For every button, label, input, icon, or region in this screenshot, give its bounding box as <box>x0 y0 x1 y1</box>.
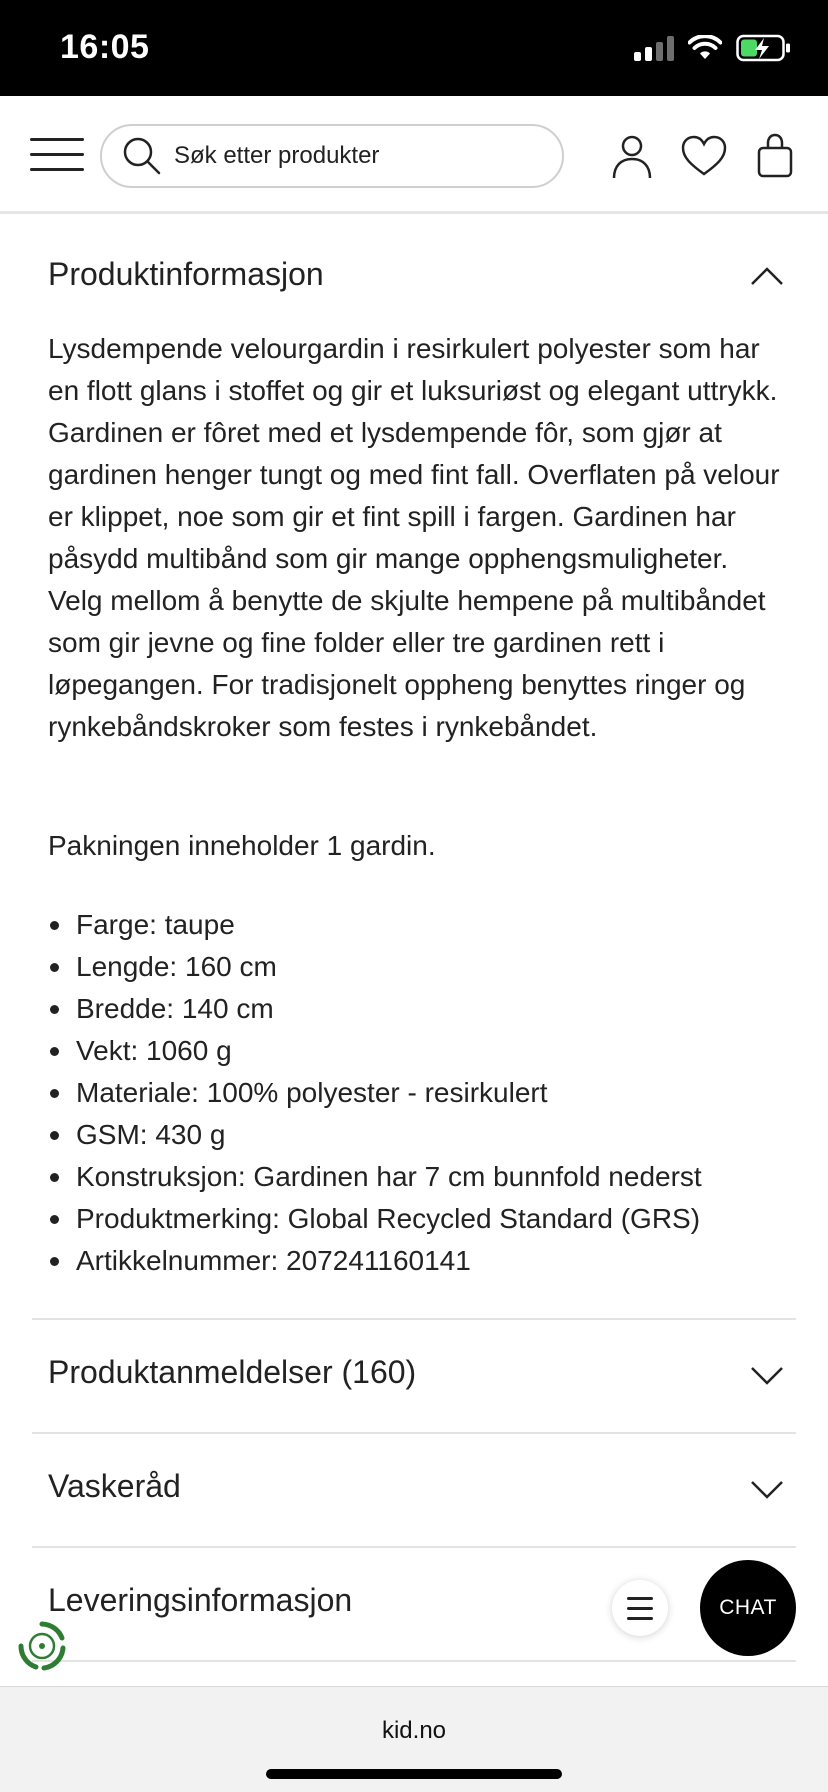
accordion-reviews[interactable]: Produktanmeldelser (160) <box>48 1354 417 1390</box>
site-header <box>0 96 828 214</box>
status-icons <box>634 34 792 62</box>
battery-charging-icon <box>736 34 792 62</box>
spec-item: GSM: 430 g <box>48 1114 702 1156</box>
cellular-signal-icon <box>634 35 674 61</box>
package-contents: Pakningen inneholder 1 gardin. <box>48 830 436 861</box>
chevron-up-icon[interactable] <box>750 266 784 286</box>
spec-item: Vekt: 1060 g <box>48 1030 702 1072</box>
heart-wishlist-icon[interactable] <box>680 132 728 180</box>
chevron-down-icon[interactable] <box>750 1366 784 1386</box>
divider <box>32 1660 796 1662</box>
spec-item: Bredde: 140 cm <box>48 988 702 1030</box>
spec-item: Farge: taupe <box>48 904 702 946</box>
floating-menu-button[interactable] <box>612 1580 668 1636</box>
chevron-down-icon[interactable] <box>750 1480 784 1500</box>
divider <box>32 1318 796 1320</box>
hamburger-menu-icon[interactable] <box>30 138 84 172</box>
home-indicator <box>266 1769 562 1779</box>
user-account-icon[interactable] <box>608 132 656 180</box>
shopping-bag-icon[interactable] <box>752 132 800 180</box>
spec-item: Materiale: 100% polyester - resirkulert <box>48 1072 702 1114</box>
status-time: 16:05 <box>60 28 150 66</box>
spec-item: Konstruksjon: Gardinen har 7 cm bunnfold nederst <box>48 1156 702 1198</box>
divider <box>32 1546 796 1548</box>
search-icon <box>122 136 162 176</box>
browser-address-bar <box>0 1686 828 1792</box>
spec-list <box>48 904 702 1282</box>
product-info-heading[interactable]: Produktinformasjon <box>48 256 324 292</box>
spec-item: Produktmerking: Global Recycled Standard (GRS) <box>48 1198 702 1240</box>
product-description: Lysdempende velourgardin i resirkulert polyester som har en flott glans i stoffet og gir et luksuriøst og elegant uttrykk. Gardinen er fôret med et lysdempende fôr, som gjør at gardinen henger tungt og med fint fall. Overflaten på velour er klippet, noe som gir et fint spill i fargen. Gardinen har påsydd multibånd som gir mange opphengsmuligheter. Velg mellom å benytte de skjulte hempene på multibåndet som gir jevne og fine folder eller tre gardinen rett i løpegangen. For tradisjonelt oppheng benyttes ringer og rynkebåndskroker som festes i rynkebåndet. <box>48 333 780 742</box>
spec-item: Artikkelnummer: 207241160141 <box>48 1240 702 1282</box>
status-bar <box>0 0 828 96</box>
accordion-washing[interactable]: Vaskeråd <box>48 1468 181 1504</box>
chat-button[interactable]: CHAT <box>700 1560 796 1656</box>
accordion-delivery[interactable]: Leveringsinformasjon <box>48 1582 353 1618</box>
search-box[interactable] <box>100 124 564 188</box>
spec-item: Lengde: 160 cm <box>48 946 702 988</box>
divider <box>32 1432 796 1434</box>
recycle-badge-icon[interactable] <box>14 1618 70 1674</box>
wifi-icon <box>688 35 722 61</box>
search-input[interactable] <box>174 142 534 170</box>
url-text[interactable]: kid.no <box>381 1717 447 1744</box>
